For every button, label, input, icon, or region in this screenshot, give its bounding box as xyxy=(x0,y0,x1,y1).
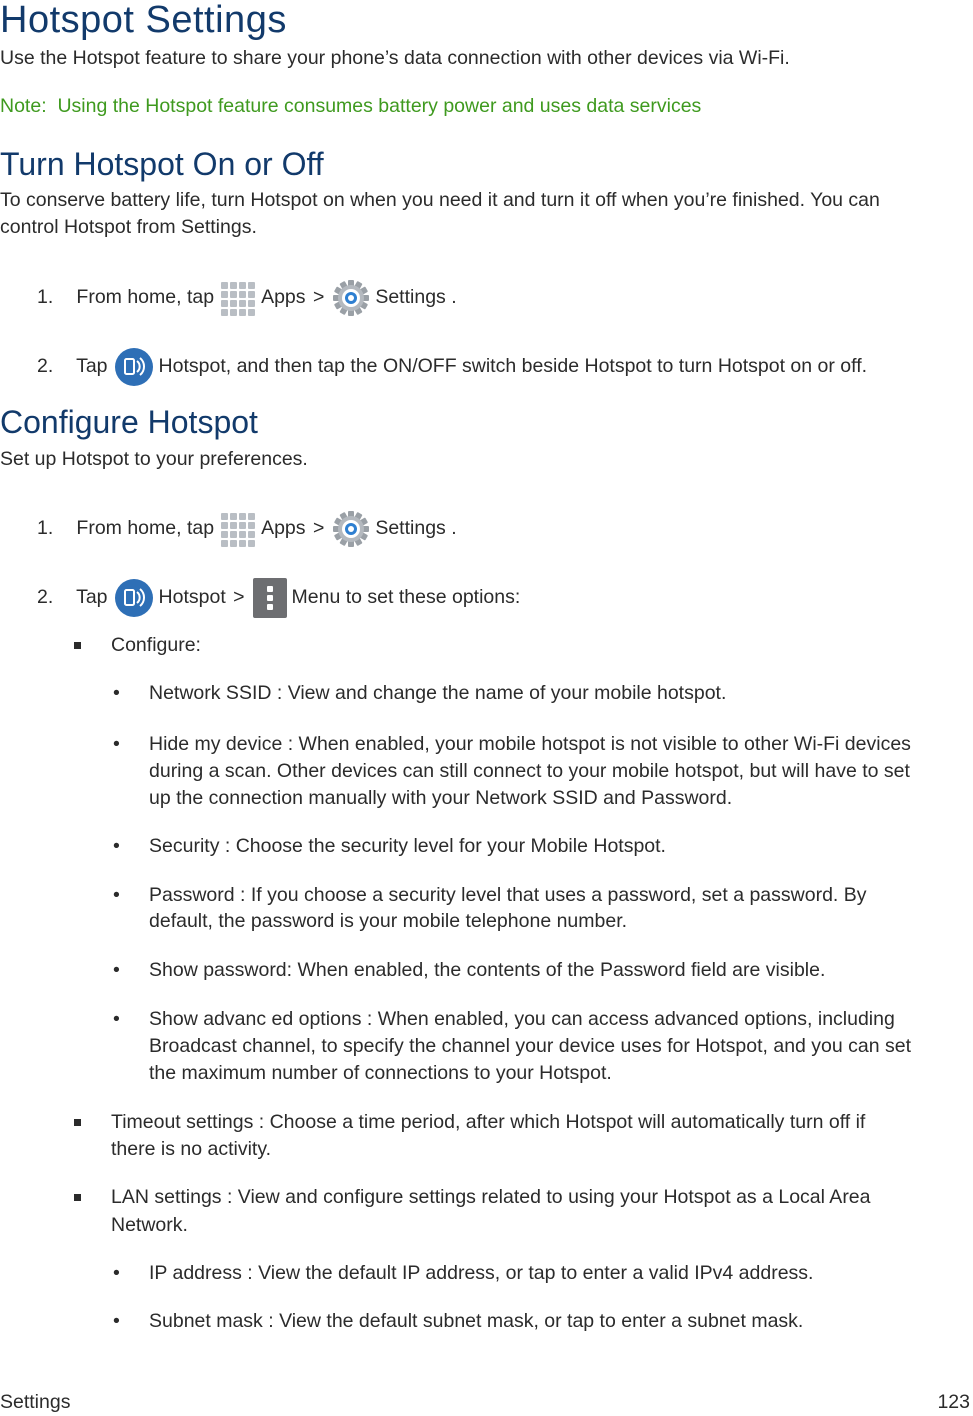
sub-bullet: • xyxy=(113,733,120,755)
path-separator: > xyxy=(312,517,325,539)
sub-bullet: • xyxy=(113,1310,120,1332)
sub-item-network-ssid: Network SSID : View and change the name of your mobile hotspot. xyxy=(149,682,727,704)
settings-gear-icon xyxy=(332,509,370,549)
section1-step2 xyxy=(37,346,867,387)
sub-bullet: • xyxy=(113,835,120,857)
path-separator: > xyxy=(233,586,245,608)
sub-bullet: • xyxy=(113,682,120,704)
sub-bullet: • xyxy=(113,1262,120,1284)
hotspot-icon xyxy=(114,347,154,387)
hotspot-label: Hotspot xyxy=(158,355,226,377)
step-number: 2. xyxy=(37,355,54,377)
list-item-timeout-l2: there is no activity. xyxy=(111,1138,272,1160)
list-item-timeout xyxy=(74,1109,865,1137)
step-text: Tap xyxy=(76,355,108,377)
page-number: 123 xyxy=(937,1391,970,1413)
section1-body-line1: To conserve battery life, turn Hotspot on when you need it and turn it off when you’re finished. You can xyxy=(0,189,880,211)
section2-body: Set up Hotspot to your preferences. xyxy=(0,448,308,470)
sub-item-advanced-l2: Broadcast channel, to specify the channel your device uses for Hotspot, and you can set xyxy=(149,1035,912,1057)
step-end: . xyxy=(451,517,457,539)
sub-item-hide-device-l2: during a scan. Other devices can still connect to your mobile hotspot, but will have to set xyxy=(149,760,910,782)
step-number: 2. xyxy=(37,586,54,608)
footer-section-name: Settings xyxy=(0,1391,71,1413)
apps-label: Apps xyxy=(261,517,306,539)
menu-label: Menu xyxy=(291,586,341,608)
section-heading-configure: Configure Hotspot xyxy=(0,404,258,440)
intro-text: Use the Hotspot feature to share your phone’s data connection with other devices via Wi-Fi. xyxy=(0,47,790,69)
menu-icon xyxy=(253,578,287,618)
note xyxy=(0,95,701,118)
note-text: Using the Hotspot feature consumes battery power and uses data services xyxy=(57,95,702,117)
square-bullet xyxy=(74,1194,81,1201)
step-end: . xyxy=(451,286,457,308)
square-bullet xyxy=(74,642,81,649)
page-title: Hotspot Settings xyxy=(0,0,287,41)
apps-icon xyxy=(219,509,257,549)
sub-bullet: • xyxy=(113,884,120,906)
sub-item-subnet-mask: Subnet mask : View the default subnet mask, or tap to enter a subnet mask. xyxy=(149,1310,804,1332)
step-rest: to set these options: xyxy=(345,586,521,608)
sub-item-password-l1: Password : If you choose a security level that uses a password, set a password. By xyxy=(149,884,867,906)
step-number: 1. xyxy=(37,517,54,539)
sub-bullet: • xyxy=(113,1008,120,1030)
list-item-configure xyxy=(74,632,201,660)
sub-item-password-l2: default, the password is your mobile telephone number. xyxy=(149,910,628,932)
list-item-label: LAN settings : View and configure settings related to using your Hotspot as a Local Area xyxy=(111,1186,871,1208)
sub-bullet: • xyxy=(113,959,120,981)
list-item-label: Configure: xyxy=(111,634,201,656)
sub-item-security: Security : Choose the security level for your Mobile Hotspot. xyxy=(149,835,666,857)
sub-item-hide-device-l3: up the connection manually with your Network SSID and Password. xyxy=(149,787,733,809)
step-text: Tap xyxy=(76,586,108,608)
square-bullet xyxy=(74,1119,81,1126)
apps-label: Apps xyxy=(261,286,306,308)
section1-step1 xyxy=(37,277,457,318)
list-item-lan xyxy=(74,1184,871,1212)
sub-item-hide-device-l1: Hide my device : When enabled, your mobile hotspot is not visible to other Wi-Fi devices xyxy=(149,733,911,755)
section-heading-turn-on-off: Turn Hotspot On or Off xyxy=(0,146,324,182)
sub-item-advanced-l3: the maximum number of connections to your Hotspot. xyxy=(149,1062,612,1084)
path-separator: > xyxy=(312,286,325,308)
settings-label: Settings xyxy=(375,286,446,308)
section1-body-line2: control Hotspot from Settings. xyxy=(0,216,257,238)
sub-item-ip-address: IP address : View the default IP address, or tap to enter a valid IPv4 address. xyxy=(149,1262,814,1284)
note-label: Note: xyxy=(0,95,47,117)
list-item-label: Timeout settings : Choose a time period, after which Hotspot will automatically turn off if xyxy=(111,1111,866,1133)
step-text: From home, tap xyxy=(76,286,215,308)
settings-gear-icon xyxy=(332,278,370,318)
list-item-lan-l2: Network. xyxy=(111,1214,188,1236)
sub-item-show-password: Show password: When enabled, the contents of the Password field are visible. xyxy=(149,959,826,981)
hotspot-label: Hotspot xyxy=(158,586,226,608)
step-rest: , and then tap the ON/OFF switch beside Hotspot to turn Hotspot on or off. xyxy=(225,355,868,377)
step-number: 1. xyxy=(37,286,54,308)
sub-item-advanced-l1: Show advanc ed options : When enabled, you can access advanced options, including xyxy=(149,1008,895,1030)
hotspot-icon xyxy=(114,578,154,618)
apps-icon xyxy=(219,278,257,318)
step-text: From home, tap xyxy=(76,517,215,539)
section2-step1 xyxy=(37,508,457,549)
section2-step2 xyxy=(37,577,520,618)
settings-label: Settings xyxy=(375,517,446,539)
